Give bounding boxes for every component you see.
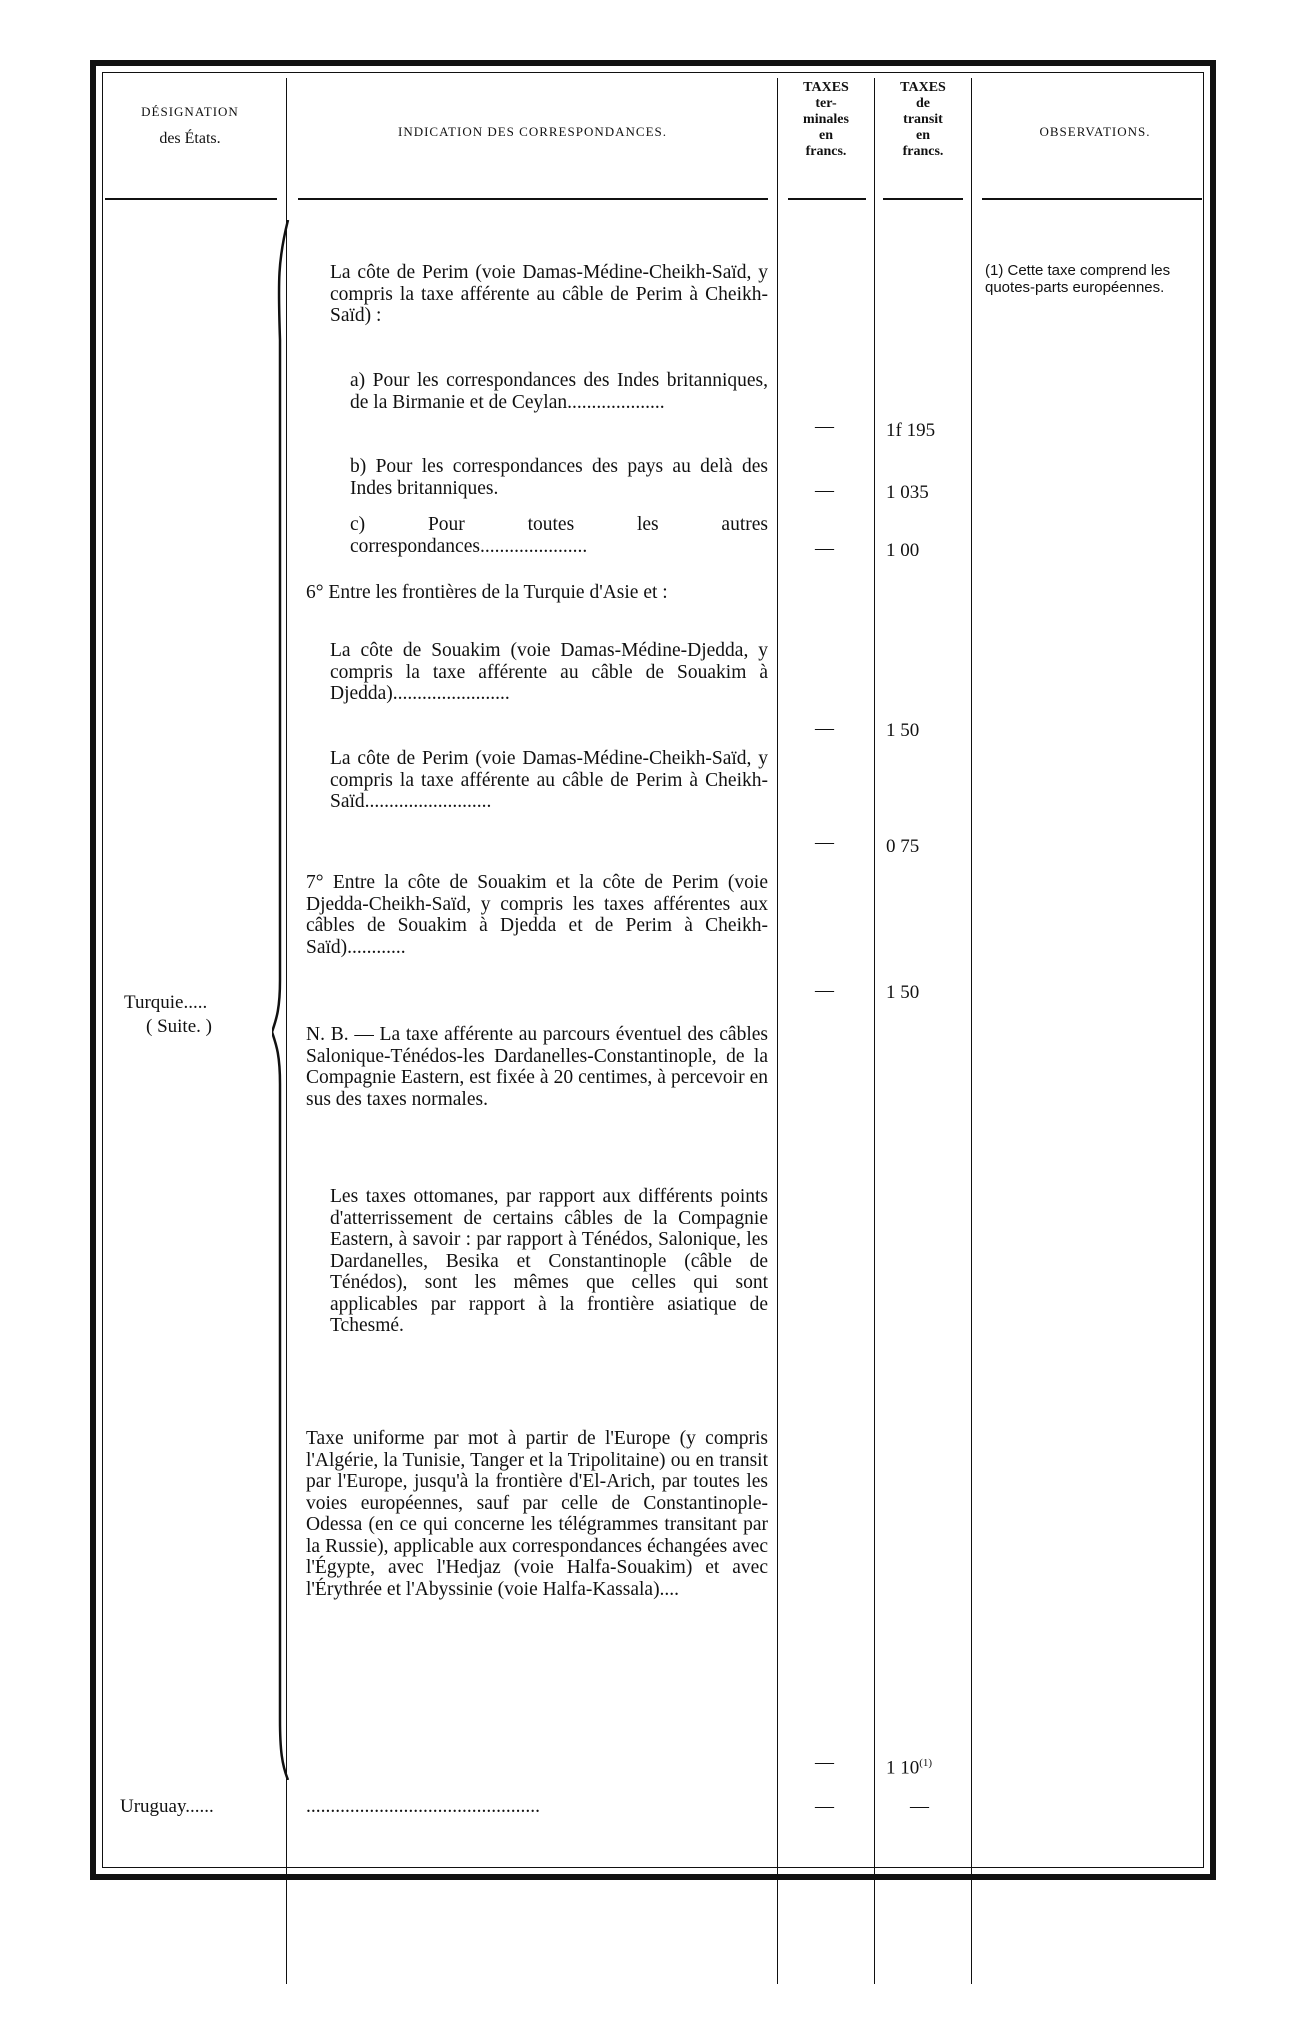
- transit-value-c: 1 00: [886, 540, 920, 561]
- header-observations: OBSERVATIONS.: [1039, 124, 1151, 139]
- header-rule: [982, 198, 1202, 200]
- terminal-dash: —: [815, 1752, 834, 1773]
- transit-value-b: 1 035: [886, 482, 929, 503]
- entry-souakim: La côte de Souakim (voie Damas-Médine-Djedda, y compris la taxe afférente au câble de Souakim à Djedda)........................: [330, 640, 768, 704]
- observation-note: (1) Cette taxe comprend les quotes-parts européennes.: [985, 262, 1171, 296]
- entry-six: 6° Entre les frontières de la Turquie d'Asie et :: [306, 582, 668, 603]
- column-divider: [874, 78, 875, 1984]
- header-terminal-taxes: TAXES ter- minales en francs.: [803, 80, 849, 159]
- header-indication: INDICATION DES CORRESPONDANCES.: [398, 124, 667, 139]
- header-rule: [788, 198, 866, 200]
- column-divider: [777, 78, 778, 1984]
- header-rule: [883, 198, 963, 200]
- entry-perim-2: La côte de Perim (voie Damas-Médine-Cheikh-Saïd, y compris la taxe afférente au câble de Perim à Cheikh-Saïd..........................: [330, 748, 768, 812]
- column-divider: [971, 78, 972, 1984]
- transit-value-souakim: 1 50: [886, 720, 920, 741]
- transit-value-seven: 1 50: [886, 982, 920, 1003]
- transit-value-uniforme: 1 10$^{(1)}$: [886, 1757, 933, 1779]
- terminal-dash: —: [815, 980, 834, 1001]
- header-rule: [105, 198, 277, 200]
- entry-uruguay-dots: ................................................: [306, 1796, 540, 1817]
- state-uruguay: Uruguay......: [120, 1796, 214, 1817]
- entry-perim-intro: La côte de Perim (voie Damas-Médine-Cheikh-Saïd, y compris la taxe afférente au câble de Perim à Cheikh-Saïd) :: [330, 262, 768, 326]
- brace-icon: [272, 220, 292, 1780]
- state-turquie: Turquie.....: [124, 992, 208, 1013]
- entry-c: c) Pour toutes les autres correspondances......................: [350, 514, 768, 557]
- terminal-dash: —: [815, 538, 834, 559]
- state-turquie-suite: ( Suite. ): [146, 1016, 212, 1037]
- header-transit-taxes: TAXES de transit en francs.: [900, 80, 946, 159]
- entry-seven: 7° Entre la côte de Souakim et la côte de Perim (voie Djedda-Cheikh-Saïd, y compris les taxes afférentes aux câbles de Souakim à Djedda et de Perim à Cheikh-Saïd)............: [306, 872, 768, 958]
- transit-value-a: 1f 195: [886, 420, 936, 441]
- header-rule: [298, 198, 768, 200]
- entry-ottomanes: Les taxes ottomanes, par rapport aux différents points d'atterrissement de certains câbles de la Compagnie Eastern, à savoir : par rapport à Ténédos, Salonique, les Dardanelles, Besika et Constantinople (câble de Ténédos), sont les mêmes que celles qui sont applicables par rapport à la frontière asiatique de Tchesmé.: [330, 1186, 768, 1336]
- transit-dash: —: [910, 1796, 929, 1817]
- terminal-dash: —: [815, 718, 834, 739]
- terminal-dash: —: [815, 832, 834, 853]
- entry-nb: N. B. — La taxe afférente au parcours éventuel des câbles Salonique-Ténédos-les Dardanelles-Constantinople, de la Compagnie Eastern, est fixée à 20 centimes, à percevoir en sus des taxes normales.: [306, 1024, 768, 1110]
- terminal-dash: —: [815, 416, 834, 437]
- terminal-dash: —: [815, 1796, 834, 1817]
- terminal-dash: —: [815, 480, 834, 501]
- entry-uniforme: Taxe uniforme par mot à partir de l'Europe (y compris l'Algérie, la Tunisie, Tanger et la Tripolitaine) ou en transit par l'Europe, jusqu'à la frontière d'El-Arich, par toutes les voies européennes, sauf par celle de Constantinople-Odessa (en ce qui concerne les télégrammes transitant par la Russie), applicable aux correspondances échangées avec l'Égypte, avec l'Hedjaz (voie Halfa-Souakim) et avec l'Érythrée et l'Abyssinie (voie Halfa-Kassala)....: [306, 1428, 768, 1600]
- transit-value-perim: 0 75: [886, 836, 920, 857]
- table-frame: [90, 60, 1216, 1880]
- entry-a: a) Pour les correspondances des Indes britanniques, de la Birmanie et de Ceylan....................: [350, 370, 768, 413]
- entry-b: b) Pour les correspondances des pays au delà des Indes britanniques.: [350, 456, 768, 499]
- header-designation: DÉSIGNATION des États.: [141, 104, 239, 147]
